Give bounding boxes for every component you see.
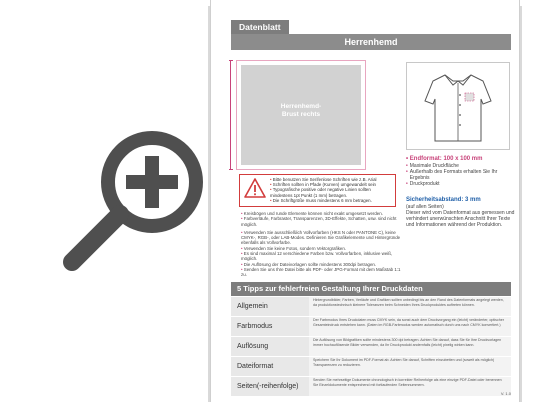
zoom-in-icon[interactable] <box>50 120 220 280</box>
warning-item: • Die Schriftgröße muss mindestens 6 mm betragen. <box>270 198 391 203</box>
warning-item: • Schriften sollten in Pfade (Kurven) umgewandelt sein <box>270 182 391 187</box>
datasheet-document <box>210 0 520 402</box>
safety-text: Dieser wird vom Datenformat aus gemessen und verhindert unerwünschten Anschnitt Ihrer Texte und Informationen während der Produktion. <box>406 210 515 228</box>
tip-row <box>231 297 511 317</box>
tip-name: Dateiformat <box>231 357 309 376</box>
tip-row <box>231 357 511 377</box>
safety-sub: (auf allen Seiten) <box>406 204 444 210</box>
warning-icon <box>244 177 266 199</box>
format-line: • Maximale Druckfläche <box>406 163 459 169</box>
tip-row <box>231 377 511 397</box>
tips-table <box>231 297 511 397</box>
product-title: Herrenhemd <box>231 34 511 50</box>
note-item: • Kreisbögen und runde Elemente können nicht exakt umgesetzt werden. <box>241 211 401 216</box>
safety-spec: Sicherheitsabstand: 3 mm <box>406 197 481 203</box>
shirt-icon <box>423 71 493 143</box>
note-item: • Verwenden Sie keine Fotos, sondern Vektorgrafiken. <box>241 246 401 251</box>
format-spec: • Endformat: 100 x 100 mm <box>406 156 483 162</box>
note-item: • Farbverläufe, Farbraster, Transparenzen, 3D-Effekte, Schatten, usw. sind nicht möglich. <box>241 216 401 227</box>
tip-desc: Hintergrundbilder, Farben, Verläufe und Grafiken sollten unbedingt bis an den Rand des Datenformats angelegt werden, da produktionstechnisch kleinere Toleranzen beim Schneiden Ihres Druckproduktes auftreten können. <box>309 297 511 316</box>
note-item: • Senden Sie uns Ihre Datei bitte als PDF- oder JPG-Format mit dem Maßstab 1:1 zu. <box>241 267 401 278</box>
notes-list <box>241 211 401 278</box>
datasheet-tab: Datenblatt <box>231 20 289 34</box>
tips-title: 5 Tipps zur fehlerfreien Gestaltung Ihrer Druckdaten <box>231 282 511 296</box>
spec-panel <box>406 156 518 228</box>
note-item: • Die Auflösung der Dateivorlagen sollte mindestens 300dpi betragen. <box>241 262 401 267</box>
warning-item: • Typografische positive oder negative Linien sollten mindestens 1pt Punkt (1 mm) betragen. <box>270 187 391 197</box>
tip-desc: Die Auflösung von Bildgrafiken sollte mindestens 300 dpi betragen. Achten Sie darauf, dass Sie für Ihre Druckvorlagen immer hochauflösende Bilder verwenden, da Ihr Druckprodukt andernfalls (leicht) pixelig wirken kann. <box>309 337 511 356</box>
format-line: • Außerhalb des Formats erhalten Sie Ihr Ergebnis <box>406 169 498 181</box>
tip-row <box>231 317 511 337</box>
tip-name: Auflösung <box>231 337 309 356</box>
print-area-label: Herrenhemd- Brust rechts <box>280 103 322 118</box>
print-area-frame <box>236 60 366 170</box>
warning-list <box>270 177 391 204</box>
print-area <box>241 65 361 165</box>
note-item: • Verwenden Sie ausschließlich Vollvorfarben (HKS N oder PANTONE C), keine CMYK-, RGB-, oder LAB-Modes. Definieren Sie Grafikelemente und Hintergründe ebenfalls als Vollvorfarbe. <box>241 230 401 246</box>
warning-box <box>239 174 396 207</box>
dimension-marker <box>229 60 233 170</box>
tip-name: Allgemein <box>231 297 309 316</box>
tip-desc: Der Farbmodus Ihres Druckdaten muss CMYK sein, da sonst auch dem Druckvorgang ein (leicht) veränderter, optischer Gesamteindruck entstehen kann. (Daten im RGB-Farbmodus werden automatisch durch uns nach CMYK konvertiert.) <box>309 317 511 336</box>
shirt-preview <box>406 62 510 150</box>
tip-name: Seiten(-reihenfolge) <box>231 377 309 396</box>
warning-item: • Bitte benutzen Sie Serifenlose Schriften wie z.B. Arial <box>270 177 391 182</box>
tip-row <box>231 337 511 357</box>
note-item: • Es sind maximal 12 verschiedene Farben bzw. Vollvorfarben, inklusive weiß, möglich. <box>241 251 401 262</box>
tip-desc: Senden Sie mehrseitige Dokumente chronologisch in korrekter Reihenfolge als eine einzige PDF-Datei oder benennen Sie Einzeldokumente entsprechend mit fortlaufenden Seitennummern. <box>309 377 511 396</box>
format-line: • Druckprodukt <box>406 181 440 187</box>
version-label: V. 1.0 <box>500 391 511 396</box>
tip-desc: Speichern Sie Ihr Dokument im PDF-Format ab. Achten Sie darauf, Schriften einzubetten und (soweit als möglich) Transparenzen zu reduzieren. <box>309 357 511 376</box>
tip-name: Farbmodus <box>231 317 309 336</box>
